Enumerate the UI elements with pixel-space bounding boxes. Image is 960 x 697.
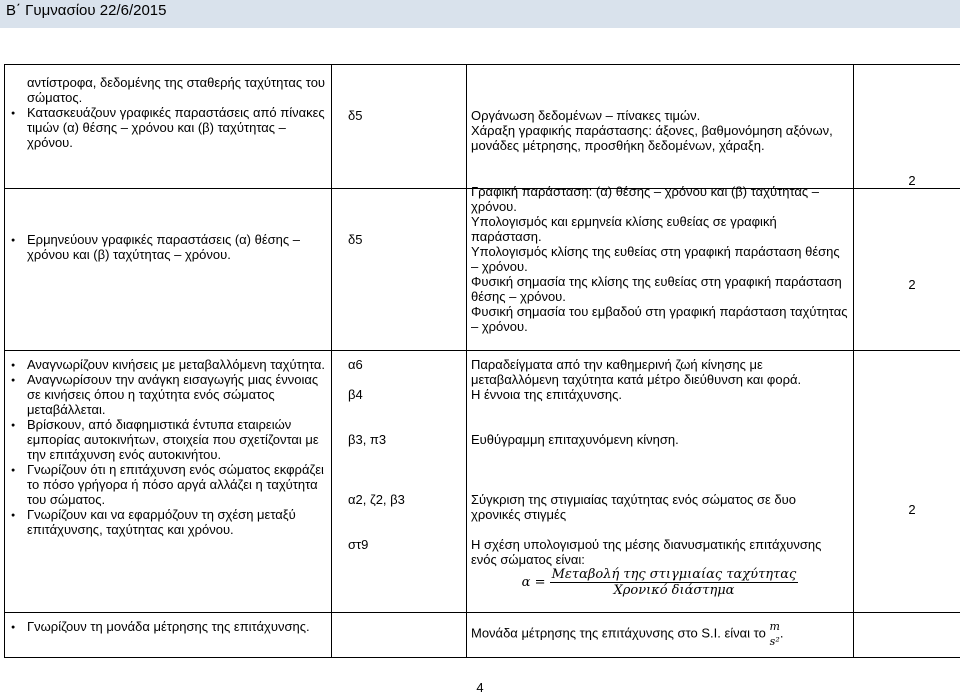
content-text: Η έννοια της επιτάχυνσης. xyxy=(471,387,622,402)
code-text: β3, π3 xyxy=(348,432,387,447)
table-row xyxy=(5,65,960,189)
code-text: στ9 xyxy=(348,537,369,552)
formula-denominator: Χρονικό διάστημα xyxy=(613,583,735,598)
unit-numerator: m xyxy=(769,620,780,633)
code-text: α6 xyxy=(348,357,363,372)
curriculum-table xyxy=(4,64,960,658)
acceleration-formula xyxy=(471,567,849,598)
objective-bullet: ● Γνωρίζουν και να εφαρμόζουν τη σχέση μεταξύ επιτάχυνσης, ταχύτητας και χρόνου. xyxy=(27,507,327,537)
content-text: Φυσική σημασία του εμβαδού στη γραφική παράσταση ταχύτητας – χρόνου. xyxy=(471,304,848,334)
codes-cell xyxy=(332,613,467,658)
unit-fraction xyxy=(769,619,779,649)
formula-numerator: Μεταβολή της στιγμιαίας ταχύτητας xyxy=(551,567,797,582)
objective-bullet: ● Γνωρίζουν ότι η επιτάχυνση ενός σώματος εκφράζει το πόσο γρήγορα ή πόσο αργά αλλάζει η ταχύτητα του σώματος. xyxy=(27,462,327,507)
table-row xyxy=(5,189,960,351)
content-text: Σύγκριση της στιγμιαίας ταχύτητας ενός σώματος σε δυο χρονικές στιγμές xyxy=(471,492,797,522)
unit-denominator: s² xyxy=(769,635,780,648)
objective-bullet: ● Ερμηνεύουν γραφικές παραστάσεις (α) θέσης – χρόνου και (β) ταχύτητας – χρόνου. xyxy=(27,232,327,262)
content-cell xyxy=(467,65,854,189)
formula-lhs: α = xyxy=(521,575,546,590)
page-header xyxy=(0,0,960,28)
code-text: β4 xyxy=(348,387,363,402)
content-cell xyxy=(467,351,854,613)
codes-cell xyxy=(332,351,467,613)
hours-cell xyxy=(854,613,960,658)
content-text: Γραφική παράσταση: (α) θέσης – χρόνου και (β) ταχύτητας – χρόνου. xyxy=(471,184,820,214)
unit-end: . xyxy=(779,625,784,641)
content-text: Φυσική σημασία της κλίσης της ευθείας στη γραφική παράσταση θέσης – χρόνου. xyxy=(471,274,842,304)
page-number: 4 xyxy=(476,680,484,695)
objectives-cell xyxy=(5,189,332,351)
objectives-cell xyxy=(5,613,332,658)
content-text: Ευθύγραμμη επιταχυνόμενη κίνηση. xyxy=(471,432,679,447)
objective-bullet: ● Κατασκευάζουν γραφικές παραστάσεις από πίνακες τιμών (α) θέσης – χρόνου και (β) ταχύτητας – χρόνου. xyxy=(27,105,327,150)
hours-value: 2 xyxy=(908,502,916,517)
content-cell xyxy=(467,613,854,658)
objective-bullet: ● Αναγνωρίσουν την ανάγκη εισαγωγής μιας έννοιας σε κινήσεις όπου η ταχύτητα ενός σώματος μεταβάλλεται. xyxy=(27,372,327,417)
objectives-cell xyxy=(5,65,332,189)
content-cell xyxy=(467,184,854,351)
content-text: Η σχέση υπολογισμού της μέσης διανυσματικής επιτάχυνσης ενός σώματος είναι: xyxy=(471,537,822,567)
code-text: δ5 xyxy=(348,232,363,247)
code-text: α2, ζ2, β3 xyxy=(348,492,405,507)
content-text: Μονάδα μέτρησης της επιτάχυνσης στο S.I. είναι το xyxy=(471,625,766,641)
content-text: Χάραξη γραφικής παράστασης: άξονες, βαθμονόμηση αξόνων, μονάδες μέτρησης, προσθήκη δεδομένων, χάραξη. xyxy=(471,123,833,153)
content-text: Οργάνωση δεδομένων – πίνακες τιμών. xyxy=(471,108,701,123)
table-row xyxy=(5,351,960,613)
content-text: Υπολογισμός κλίσης της ευθείας στη γραφική παράσταση θέσης – χρόνου. xyxy=(471,244,840,274)
objectives-cell xyxy=(5,351,332,613)
formula-fraction xyxy=(550,567,799,598)
table-row xyxy=(5,613,960,658)
hours-cell xyxy=(854,189,960,351)
code-text: δ5 xyxy=(348,108,363,123)
hours-value: 2 xyxy=(908,173,916,188)
objective-bullet: ● Γνωρίζουν τη μονάδα μέτρησης της επιτάχυνσης. xyxy=(27,619,327,634)
codes-cell xyxy=(332,65,467,189)
content-text: Παραδείγματα από την καθημερινή ζωή κίνησης με μεταβαλλόμενη ταχύτητα κατά μέτρο διεύθυνση και φορά. xyxy=(471,357,802,387)
hours-cell xyxy=(854,65,960,189)
content-text: Υπολογισμός και ερμηνεία κλίσης ευθείας σε γραφική παράσταση. xyxy=(471,214,777,244)
objective-text: αντίστροφα, δεδομένης της σταθερής ταχύτητας του σώματος. xyxy=(27,75,326,105)
hours-value: 2 xyxy=(908,277,916,292)
codes-cell xyxy=(332,189,467,351)
hours-cell xyxy=(854,351,960,613)
objective-bullet: ● Βρίσκουν, από διαφημιστικά έντυπα εταιρειών εμπορίας αυτοκινήτων, στοιχεία που σχετίζονται με την επιτάχυνση ενός αυτοκινήτου. xyxy=(27,417,327,462)
header-title: Β΄ Γυμνασίου 22/6/2015 xyxy=(6,2,167,19)
unit-text xyxy=(471,619,849,649)
objective-bullet: ● Αναγνωρίζουν κινήσεις με μεταβαλλόμενη ταχύτητα. xyxy=(27,357,327,372)
